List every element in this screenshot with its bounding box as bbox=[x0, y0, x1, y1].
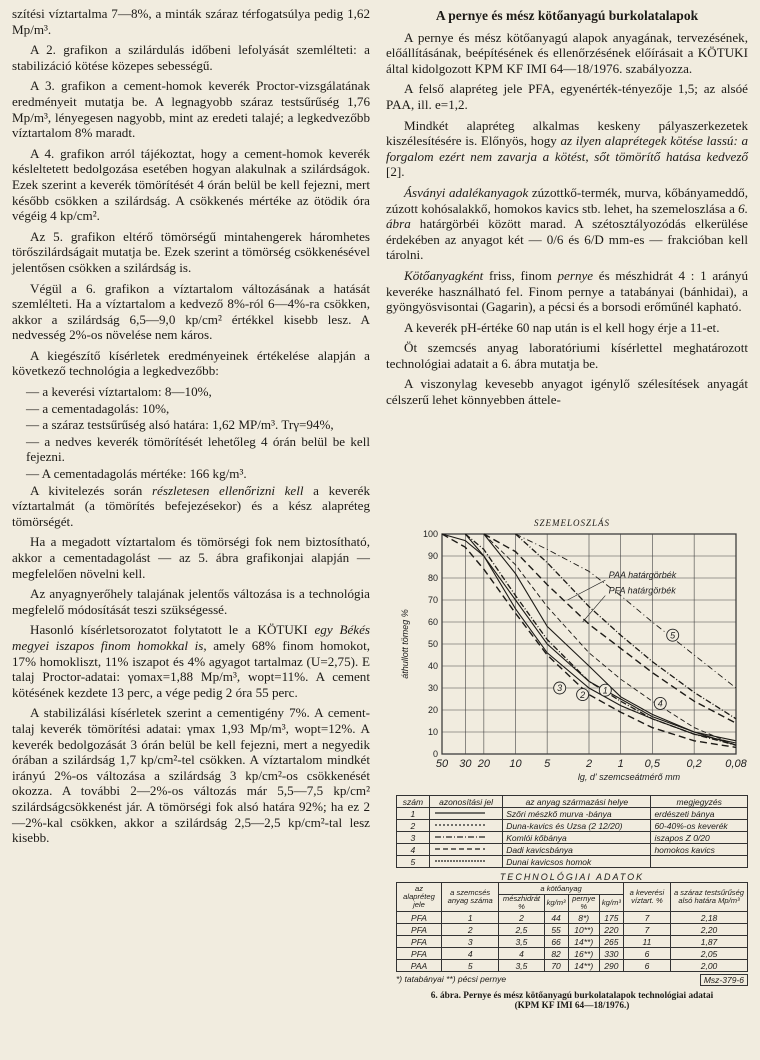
header-cell: megjegyzés bbox=[651, 796, 748, 808]
x-axis-label: lg, d' szemcseátmérő mm bbox=[577, 772, 681, 782]
header-cell: pernye % bbox=[568, 895, 599, 912]
paragraph: A keverék pH-értéke 60 nap után is el kell hogy érje a 11-et. bbox=[404, 319, 720, 335]
series-line-5 bbox=[516, 534, 737, 688]
cell: 66 bbox=[544, 936, 568, 948]
cell: 70 bbox=[544, 960, 568, 972]
cell: 2,00 bbox=[671, 960, 748, 972]
y-tick-label: 60 bbox=[427, 617, 438, 627]
header-cell: az anyag származási helye bbox=[503, 796, 651, 808]
cell: 10**) bbox=[568, 924, 599, 936]
cell: 8*) bbox=[568, 912, 599, 924]
cell: 3,5 bbox=[499, 960, 544, 972]
legend-table bbox=[396, 795, 748, 868]
cell: 2 bbox=[397, 820, 430, 832]
cell bbox=[651, 856, 748, 868]
table-row bbox=[397, 960, 748, 972]
tech-table-title: TECHNOLÓGIAI ADATOK bbox=[499, 872, 645, 882]
section-title: A pernye és mész kötőanyagú burkolatalapok bbox=[435, 8, 699, 23]
grading-chart bbox=[396, 528, 748, 786]
y-tick-label: 40 bbox=[427, 661, 438, 671]
cell: 5 bbox=[442, 960, 499, 972]
list-item: — A cementadagolás mértéke: 166 kg/m³. bbox=[26, 466, 247, 482]
header-cell: kg/m³ bbox=[599, 895, 623, 912]
leader-line bbox=[583, 596, 606, 622]
y-tick-label: 30 bbox=[427, 683, 438, 693]
cell: Szőri mészkő murva -bánya bbox=[503, 808, 651, 820]
line-style-sample bbox=[429, 808, 502, 820]
cell: PFA bbox=[397, 948, 442, 960]
paragraph: Öt szemcsés anyag laboratóriumi kísérlettel meghatározott technológiai adatait a 6. ábra mutatja be. bbox=[386, 340, 748, 371]
header-cell: kg/m³ bbox=[544, 895, 568, 912]
cell: 290 bbox=[599, 960, 623, 972]
caption-line: (KPM KF IMI 64—18/1976.) bbox=[514, 1001, 630, 1011]
cell: 4 bbox=[499, 948, 544, 960]
x-tick-label: 30 bbox=[459, 758, 472, 770]
header-cell: az alapréteg jele bbox=[397, 883, 442, 912]
cell: 175 bbox=[599, 912, 623, 924]
cell: Dunai kavicsos homok bbox=[503, 856, 651, 868]
paragraph: A viszonylag kevesebb anyagot igénylő szélesítések anyagát célszerű lehet könnyebben áttele- bbox=[386, 376, 748, 408]
cell: PFA bbox=[397, 912, 442, 924]
series-marker-label: 5 bbox=[670, 630, 676, 641]
x-tick-label: 0,5 bbox=[644, 758, 660, 770]
cell: 2 bbox=[499, 912, 544, 924]
header-cell: mészhidrát % bbox=[499, 895, 544, 912]
x-tick-label: 5 bbox=[544, 758, 551, 770]
cell: 14**) bbox=[568, 960, 599, 972]
paragraph: Kötőanyagként friss, finom pernye és mészhidrát 4 : 1 arányú keveréke használható fel. Finom pernye a tatabányai (bánhidai), a gyöngyösvisontai (Gagarin), a pécsi és a borsodi erőműnél kapható. bbox=[386, 267, 748, 315]
cell: 14**) bbox=[568, 936, 599, 948]
header-cell: szám bbox=[397, 796, 430, 808]
x-tick-label: 20 bbox=[477, 758, 490, 770]
paragraph: Mindkét alapréteg alkalmas keskeny pályaszerkezetek kiszélesítésére is. Előnyös, hogy az ilyen alaprétegek kötése lassú: a forgalom ezért nem zavarja a kötést, sőt tömörítő hatása kedvező [2]. bbox=[386, 117, 748, 180]
paragraph: Végül a 6. grafikon a víztartalom változásának a hatását szemlélteti. Ha a víztartalom a kedvező 8%-ról 6—4%-ra csökken, akkor a szilárdság 6,5—9,0 kp/cm² értékkel kisebb lesz. A nedvesség 2%-os növelése nem káros. bbox=[12, 280, 370, 343]
paragraph: Az 5. grafikon eltérő tömörségű mintahengerek háromhetes törőszilárdságait mutatja be. Ezek szerint a tömörség csökkenésével jelentősen csökken a szilárdság is. bbox=[12, 228, 370, 275]
table-row bbox=[397, 912, 748, 924]
cell: 3 bbox=[397, 832, 430, 844]
cell: 7 bbox=[623, 924, 670, 936]
line-style-sample bbox=[429, 844, 502, 856]
table-row bbox=[397, 832, 748, 844]
cell: 82 bbox=[544, 948, 568, 960]
figure-6 bbox=[396, 518, 748, 1011]
cell: 2,05 bbox=[671, 948, 748, 960]
y-tick-label: 100 bbox=[422, 529, 438, 539]
figure-caption bbox=[396, 991, 748, 1011]
paragraph: A 3. grafikon a cement-homok keverék Proctor-vizsgálatának eredményeit mutatja be. A legnagyobb száraz testsűrűség 1,76 Mp/m³, lényegesen nagyobb, mint az eredeti talajé; a legkedvezőbb víztartalom 8% maradt. bbox=[12, 78, 370, 141]
table-footer bbox=[396, 974, 748, 986]
cell: 3,5 bbox=[499, 936, 544, 948]
cell: 1 bbox=[397, 808, 430, 820]
cell: PAA bbox=[397, 960, 442, 972]
paragraph: A 4. grafikon arról tájékoztat, hogy a cement-homok keverék késleltetett bedolgozása esetében hogyan alakulnak a szilárdságok. Ezek szerint a keverék tömörítését 4 órán belül be kell fejezni, mert később csökken a szilárdság. A csökkenés mértéke az ötödik óra végéig 4 kp/cm². bbox=[12, 145, 370, 224]
x-tick-label: 50 bbox=[435, 758, 449, 770]
header-cell: a keverési víztart. % bbox=[623, 883, 670, 912]
cell: 3 bbox=[442, 936, 499, 948]
y-tick-label: 10 bbox=[427, 727, 438, 737]
y-axis-label: áthullott tömeg % bbox=[400, 609, 410, 679]
header-cell: azonosítási jel bbox=[429, 796, 502, 808]
line-style-sample bbox=[429, 820, 502, 832]
table-row bbox=[397, 948, 748, 960]
y-tick-label: 80 bbox=[427, 573, 438, 583]
header-cell: a szemcsés anyag száma bbox=[442, 883, 499, 912]
cell: 2,18 bbox=[671, 912, 748, 924]
cell: 16**) bbox=[568, 948, 599, 960]
table-row bbox=[397, 924, 748, 936]
cell: Komlói kőbánya bbox=[503, 832, 651, 844]
list-item: — a nedves keverék tömörítését lehetőleg 4 órán belül be kell fejezni. bbox=[26, 433, 370, 465]
table-row bbox=[397, 856, 748, 868]
paragraph: szítési víztartalma 7—8%, a minták száraz térfogatsúlya pedig 1,62 Mp/m³. bbox=[12, 6, 370, 37]
paragraph: A 2. grafikon a szilárdulás időbeni lefolyását szemlélteti: a stabilizáció kötése közepes sebességű. bbox=[12, 42, 370, 73]
cell: PFA bbox=[397, 924, 442, 936]
series-marker-label: 1 bbox=[602, 685, 608, 696]
left-column bbox=[12, 6, 370, 851]
paragraph: A pernye és mész kötőanyagú alapok anyagának, tervezésének, előállításának, beépítésének és ellenőrzésének előírásait a KÖTUKI által kidolgozott KPM KF IMI 64—18/1976. szabályozza. bbox=[386, 29, 748, 76]
cell: 220 bbox=[599, 924, 623, 936]
cell: 55 bbox=[544, 924, 568, 936]
legend-label-pfa: PFA határgörbék bbox=[608, 585, 676, 596]
cell: 7 bbox=[623, 912, 670, 924]
caption-line: 6. ábra. Pernye és mész kötőanyagú burkolatalapok technológiai adatai bbox=[430, 991, 714, 1001]
line-style-sample bbox=[429, 832, 502, 844]
tech-table bbox=[396, 882, 748, 972]
list-item: — a keverési víztartalom: 8—10%, bbox=[26, 384, 212, 400]
cell: 6 bbox=[623, 948, 670, 960]
chart-title: SZEMELOSZLÁS bbox=[533, 518, 610, 528]
cell: erdészeti bánya bbox=[651, 808, 748, 820]
cell: 6 bbox=[623, 960, 670, 972]
table-row bbox=[397, 808, 748, 820]
x-tick-label: 2 bbox=[585, 758, 593, 770]
cell: 1 bbox=[442, 912, 499, 924]
legend-label-paa: PAA határgörbék bbox=[608, 570, 677, 580]
series-marker-label: 3 bbox=[557, 683, 563, 694]
cell: 1,87 bbox=[671, 936, 748, 948]
y-tick-label: 70 bbox=[427, 595, 438, 605]
table-row bbox=[397, 820, 748, 832]
cell: 330 bbox=[599, 948, 623, 960]
cell: 60-40%-os keverék bbox=[651, 820, 748, 832]
cell: Dadi kavicsbánya bbox=[503, 844, 651, 856]
line-style-sample bbox=[429, 856, 502, 868]
paragraph: A kiegészítő kísérletek eredményeinek értékelése alapján a következő technológia a legkedvezőbb: bbox=[12, 347, 370, 379]
cell: 5 bbox=[397, 856, 430, 868]
cell: 2,20 bbox=[671, 924, 748, 936]
x-tick-label: 1 bbox=[617, 758, 624, 770]
table-row bbox=[397, 844, 748, 856]
cell: homokos kavics bbox=[651, 844, 748, 856]
y-tick-label: 90 bbox=[427, 551, 438, 561]
x-tick-label: 0,2 bbox=[686, 758, 702, 770]
cell: PFA bbox=[397, 936, 442, 948]
list-item: — a cementadagolás: 10%, bbox=[26, 400, 170, 416]
paragraph: Hasonló kísérletsorozatot folytatott le a KÖTUKI egy Békés megyei iszapos finom homokkal is, amely 68% finom homokot, 17% homokliszt, 11% iszapot és 4% agyagot tartalmaz (U=2,75). E talaj Proctor-adatai: γomax=1,88 Mp/m³, wopt=11%. A cement kötésének kezdete 13 perc, a vége pedig 2 óra 55 perc. bbox=[12, 622, 371, 700]
figure-code-badge: Msz-379-6 bbox=[700, 974, 748, 986]
y-tick-label: 50 bbox=[427, 639, 438, 649]
cell: iszapos Z 0/20 bbox=[651, 832, 748, 844]
header-cell: a száraz testsűrűség alsó határa Mp/m³ bbox=[671, 883, 748, 912]
paragraph: A felső alapréteg jele PFA, egyenérték-tényezője 1,5; az alsóé PAA, ill. e=1,2. bbox=[386, 81, 748, 112]
y-tick-label: 20 bbox=[427, 705, 438, 715]
x-tick-label: 10 bbox=[509, 758, 522, 770]
series-line-1 bbox=[465, 534, 736, 743]
cell: 11 bbox=[623, 936, 670, 948]
paragraph: A kivitelezés során részletesen ellenőrizni kell a keverék víztartalmát (a tömörítés befejezésekor) és a kész alapréteg tömörségét. bbox=[12, 482, 371, 529]
y-tick-label: 0 bbox=[432, 749, 438, 759]
cell: 2 bbox=[442, 924, 499, 936]
right-column bbox=[386, 6, 748, 413]
series-marker-label: 2 bbox=[580, 689, 586, 700]
cell: Duna-kavics és Uzsa (2 12/20) bbox=[503, 820, 651, 832]
paragraph: Ásványi adalékanyagok zúzottkő-termék, murva, kőbányameddő, zúzott kohósalakkő, homokos kavics stb. lehet, ha szemeloszlása a 6. ábra határgörbéi között marad. A szétosztályozódás elkerülése érdekében az anyagot két — 0/6 és 6/D mm-es — frakcióban kell tárolni. bbox=[386, 184, 748, 263]
table-row bbox=[397, 936, 748, 948]
paragraph: A stabilizálási kísérletek szerint a cementigény 7%. A cement-talaj keverék tömörítési adatai: γmax 1,93 Mp/m³, wopt=12%. A keverék bedolgozását 3 órán belül be kell fejezni, mert a negyedik órában a szilárdság 1,7 kp/cm²-tel csökken. A víztartalom mindkét irányú 2%-os változása a szilárdság 3 kp/cm²-os csökkenését okozza. A további 2—2%-os változás már 5,5—7,5 kp/cm² szilárdságcsökkenést jár. A tömörségi fok alsó határa 92%; ha ez 2—2%-kal csökken, akkor a szilárdság 2,5—2,5 kp/cm²-tal lesz kisebb. bbox=[12, 705, 370, 846]
cell: 265 bbox=[599, 936, 623, 948]
list-item: — a száraz testsűrűség alsó határa: 1,62 MP/m³. Trγ=94%, bbox=[26, 417, 334, 433]
paragraph: Ha a megadott víztartalom és tömörségi fok nem biztosítható, akkor a cementadagolást — az 5. ábra grafikonjai alapján — megfelelően növelni kell. bbox=[12, 534, 370, 581]
series-line-pfa-határgörbék bbox=[465, 534, 736, 745]
paragraph: Az anyagnyerőhely talajának jelentős változása is a technológia megfelelő módosítását teszi szükségessé. bbox=[12, 586, 370, 617]
series-line-pfa-határgörbék bbox=[516, 534, 737, 719]
cell: 4 bbox=[442, 948, 499, 960]
x-tick-label: 0,08 bbox=[725, 758, 747, 770]
series-marker-label: 4 bbox=[657, 698, 663, 709]
cell: 4 bbox=[397, 844, 430, 856]
footnote: *) tatabányai **) pécsi pernye bbox=[396, 974, 507, 984]
cell: 44 bbox=[544, 912, 568, 924]
header-cell: a kötőanyag bbox=[499, 883, 623, 895]
cell: 2,5 bbox=[499, 924, 544, 936]
